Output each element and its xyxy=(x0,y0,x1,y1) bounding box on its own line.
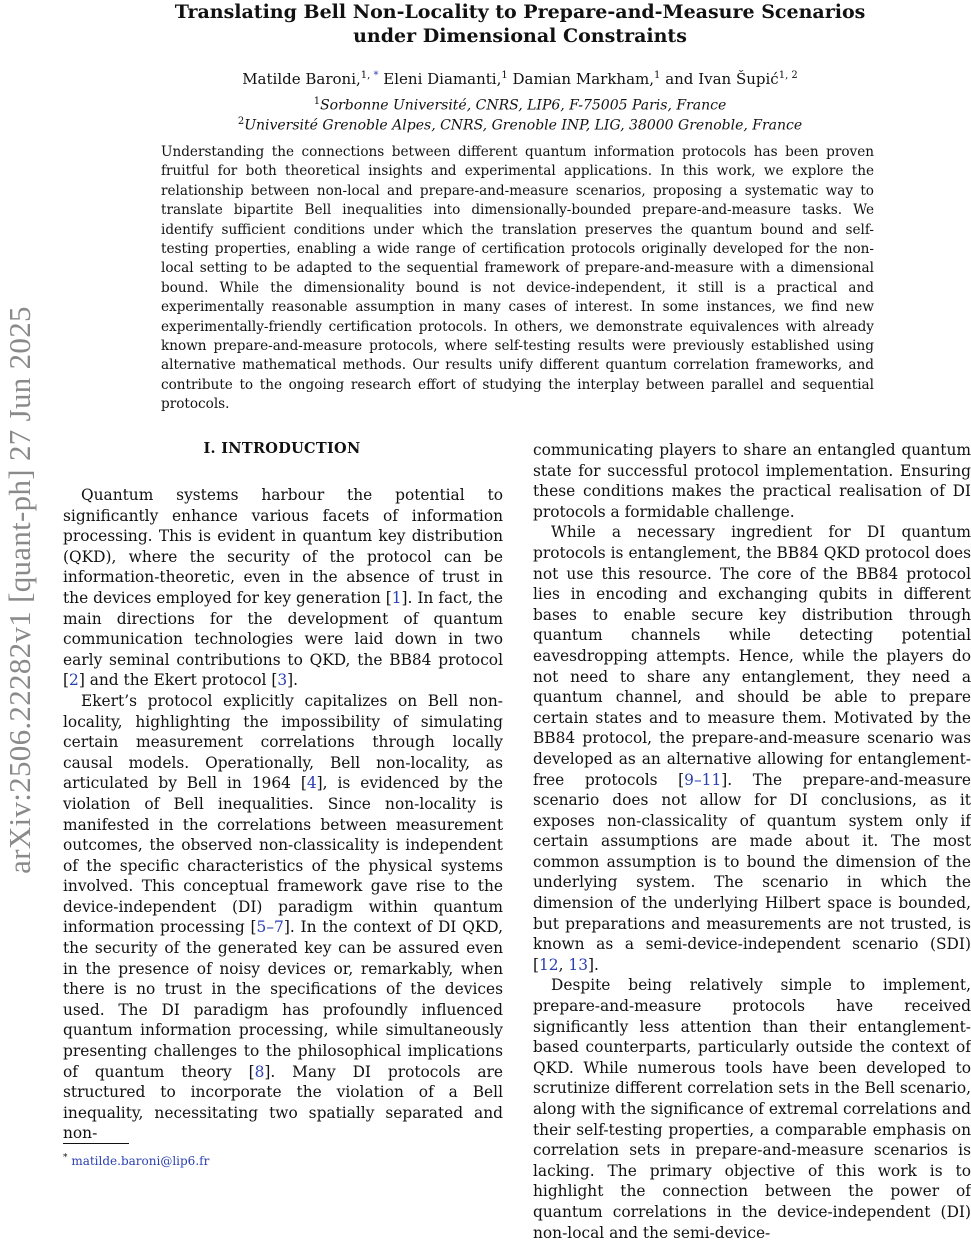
citation-link[interactable]: 13 xyxy=(568,955,588,974)
author-1: Matilde Baroni, xyxy=(242,70,361,88)
paragraph-text: ]. In the context of DI QKD, the security of the generated key can be assured even in the presence of noisy devices or, remarkably, when there is no trust in the specifications of the devices used. The DI paradigm has profoundly influenced quantum information processing, while simultaneously presenting challenges to the philosophical implications of quantum theory [ xyxy=(63,918,503,1081)
citation-link[interactable]: 8 xyxy=(254,1062,265,1081)
paragraph-text: While a necessary ingredient for DI quantum protocols is entanglement, the BB84 QKD protocol does not use this resource. The core of the BB84 protocol lies in encoding and exchanging qubits in different bases to enable secure key distribution through quantum channels while detecting potential eavesdropping attempts. Hence, while the players do not need to share any entanglement, they need a quantum channel, and should be able to prepare certain states and to measure them. Motivated by the BB84 protocol, the prepare-and-measure scenario was developed as an alternative allowing for entanglement-free protocols [ xyxy=(533,523,971,789)
intro-paragraph-4: Despite being relatively simple to implement, prepare-and-measure protocols have received significantly less attention than their entanglement-based counterparts, particularly outside the context of QKD. While numerous tools have been developed to scrutinize different correlation sets in the Bell scenario, along with the significance of extremal correlations and their self-testing properties, a comparable emphasis on correlation sets in prepare-and-measure scenarios is lacking. The primary objective of this work is to highlight the connection between the power of quantum correlations in the device-independent (DI) non-local and the semi-device- xyxy=(533,976,971,1242)
paper-title xyxy=(140,0,900,48)
author-2: Eleni Diamanti, xyxy=(383,70,502,88)
author-4: Ivan Šupić xyxy=(698,70,779,88)
right-column xyxy=(533,440,971,1243)
paragraph-text: Quantum systems harbour the potential to significantly enhance various facets of information processing. This is evident in quantum key distribution (QKD), where the security of the protocol can be information-theoretic, even in the absence of trust in the devices employed for key generation [ xyxy=(63,486,503,607)
author-2-affil: 1 xyxy=(501,70,508,81)
footnote-divider xyxy=(63,1143,129,1144)
title-line-1: Translating Bell Non-Locality to Prepare-and-Measure Scenarios xyxy=(174,1,866,23)
citation-link[interactable]: 2 xyxy=(69,671,79,690)
paragraph-text: ]. xyxy=(588,955,599,974)
paragraph-text: ]. xyxy=(287,671,299,690)
left-column xyxy=(63,485,503,1144)
intro-paragraph-2 xyxy=(63,691,503,1144)
citation-link[interactable]: 4 xyxy=(306,774,317,793)
citation-link[interactable]: 3 xyxy=(277,671,288,690)
author-3-affil: 1 xyxy=(654,70,661,81)
affiliation-2-text: Université Grenoble Alpes, CNRS, Grenoble INP, LIG, 38000 Grenoble, France xyxy=(244,117,803,134)
arxiv-identifier-text: arXiv:2506.22282v1 [quant-ph] 27 Jun 2025 xyxy=(2,306,37,874)
section-heading-introduction: I. INTRODUCTION xyxy=(203,440,361,457)
paragraph-text: Ekert’s protocol explicitly capitalizes on Bell non-locality, highlighting the impossibility of simulating certain measurement correlations through locally causal models. Operationally, Bell non-locality, as articulated by Bell in 1964 [ xyxy=(63,691,503,793)
citation-link[interactable]: 5–7 xyxy=(256,918,284,937)
affiliation-2-number: 2 xyxy=(237,116,245,127)
email-link[interactable]: matilde.baroni@lip6.fr xyxy=(71,1154,210,1168)
citation-link[interactable]: 12 xyxy=(539,955,559,974)
citation-separator: , xyxy=(558,955,569,974)
paragraph-text: ]. The prepare-and-measure scenario does not allow for DI conclusions, as it exposes non-classicality of quantum system only if certain assumptions are made about it. The most common assumption is to bound the dimension of the underlying system. The scenario in which the dimension of the underlying Hilbert space is bounded, but preparations and measurements are not trusted, is known as a semi-device-independent scenario (SDI) [ xyxy=(533,770,971,974)
citation-link[interactable]: 9–11 xyxy=(684,770,722,789)
intro-paragraph-continued: communicating players to share an entangled quantum state for successful protocol implementation. Ensuring these conditions makes the practical realisation of DI protocols a formidable challenge. xyxy=(533,441,971,521)
footnote-mark: * xyxy=(63,1153,68,1163)
paragraph-text: ]. Many DI protocols are structured to incorporate the violation of a Bell inequality, necessitating two spatially separated and non- xyxy=(63,1062,503,1143)
author-3: Damian Markham, xyxy=(512,70,655,88)
affiliation-1-text: Sorbonne Université, CNRS, LIP6, F-75005 Paris, France xyxy=(320,97,727,114)
paragraph-text: ], is evidenced by the violation of Bell inequalities. Since non-locality is manifested in the correlations between measurement outcomes, the observed non-classicality is independent of the specific characteristics of the physical systems involved. This conceptual framework gave rise to the device-independent (DI) paradigm within quantum information processing [ xyxy=(63,774,503,937)
abstract: Understanding the connections between different quantum information protocols has been proven fruitful for both theoretical insights and experimental applications. In this work, we explore the relationship between non-local and prepare-and-measure scenarios, proposing a systematic way to translate bipartite Bell inequalities into dimensionally-bounded prepare-and-measure tasks. We identify sufficient conditions under which the translation preserves the quantum bound and self-testing properties, enabling a wide range of certification protocols originally developed for the non-local setting to be adapted to the sequential framework of prepare-and-measure with a dimensional bound. While the dimensionality bound is not device-independent, it still is a practical and experimentally reasonable assumption in many cases of interest. In some instances, we find new experimentally-friendly certification protocols. In others, we demonstrate equivalences with already known prepare-and-measure protocols, where self-testing results were previously established using alternative mathematical methods. Our results unify different quantum correlation frameworks, and contribute to the ongoing research effort of studying the interplay between parallel and sequential protocols. xyxy=(161,144,874,413)
author-1-footnote-link[interactable]: * xyxy=(370,70,379,81)
author-conjunction: and xyxy=(665,70,694,88)
arxiv-identifier-stamp xyxy=(0,285,40,895)
footnote xyxy=(63,1150,503,1169)
affiliation-1-number: 1 xyxy=(313,96,321,107)
paragraph-text: ] and the Ekert protocol [ xyxy=(78,671,278,690)
citation-link[interactable]: 1 xyxy=(391,588,402,607)
intro-paragraph-3 xyxy=(533,522,971,975)
affiliation-2 xyxy=(140,112,900,136)
author-1-affil: 1, xyxy=(360,70,371,81)
intro-paragraph-1 xyxy=(63,485,503,691)
title-line-2: under Dimensional Constraints xyxy=(353,25,687,47)
author-list xyxy=(140,66,900,89)
author-4-affil: 1, 2 xyxy=(778,70,798,81)
paragraph-text: ]. In fact, the main directions for the development of quantum communication technologies were laid down in two early seminal contributions to QKD, the BB84 protocol [ xyxy=(63,588,503,690)
